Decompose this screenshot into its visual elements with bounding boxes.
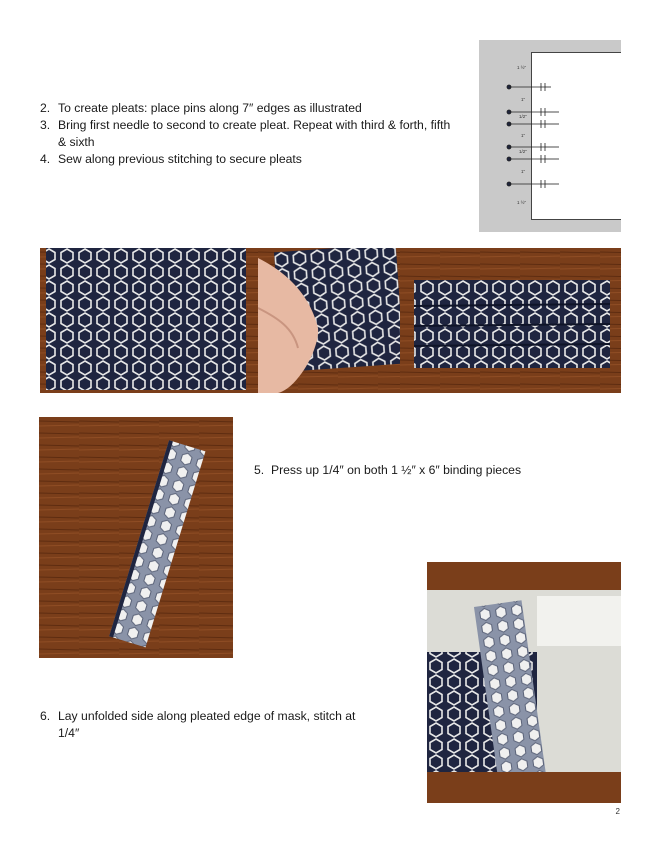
pleat-steps [40,100,460,168]
diagram-label: 1" [521,133,526,138]
step-5 [254,463,594,477]
diagram-label: 1/2" [519,149,527,154]
pin-3 [507,120,559,128]
step-number: 2. [40,101,51,115]
pin-6 [507,180,559,188]
step-text: Lay unfolded side along pleated edge of mask, stitch at 1/4″ [58,709,356,740]
photo-sewing-binding [427,562,621,803]
pin-4 [507,143,559,151]
photo-pleated-mask [400,248,621,393]
page-number: 2 [615,807,620,816]
step-text: Bring first needle to second to create pleat. Repeat with third & forth, fifth & sixth [58,118,451,149]
photo-pinned-fabric [40,248,258,393]
step-item [40,100,460,117]
pin-2 [507,108,559,116]
step-text: Sew along previous stitching to secure pleats [58,152,302,166]
pleat-diagram [479,40,621,232]
step-number: 4. [40,152,51,166]
diagram-label: 1 ½" [517,200,527,205]
step-number: 3. [40,118,51,132]
diagram-label: 1/2" [519,114,527,119]
step-item [40,117,460,151]
step-item [40,151,460,168]
step-number: 6. [40,709,51,723]
photo-binding-strip [39,417,233,658]
step-number: 5. [254,463,265,477]
pin-5 [507,155,559,163]
step-text: Press up 1/4″ on both 1 ½″ x 6″ binding pieces [270,463,522,477]
photo-bringing-pins [258,248,400,393]
pin-1 [507,83,551,91]
pin-marks [479,40,621,232]
step-6 [40,708,370,742]
diagram-label: 1" [521,169,526,174]
diagram-label: 1 ½" [517,65,527,70]
step-text: To create pleats: place pins along 7″ edges as illustrated [58,101,362,115]
diagram-label: 1" [521,97,526,102]
